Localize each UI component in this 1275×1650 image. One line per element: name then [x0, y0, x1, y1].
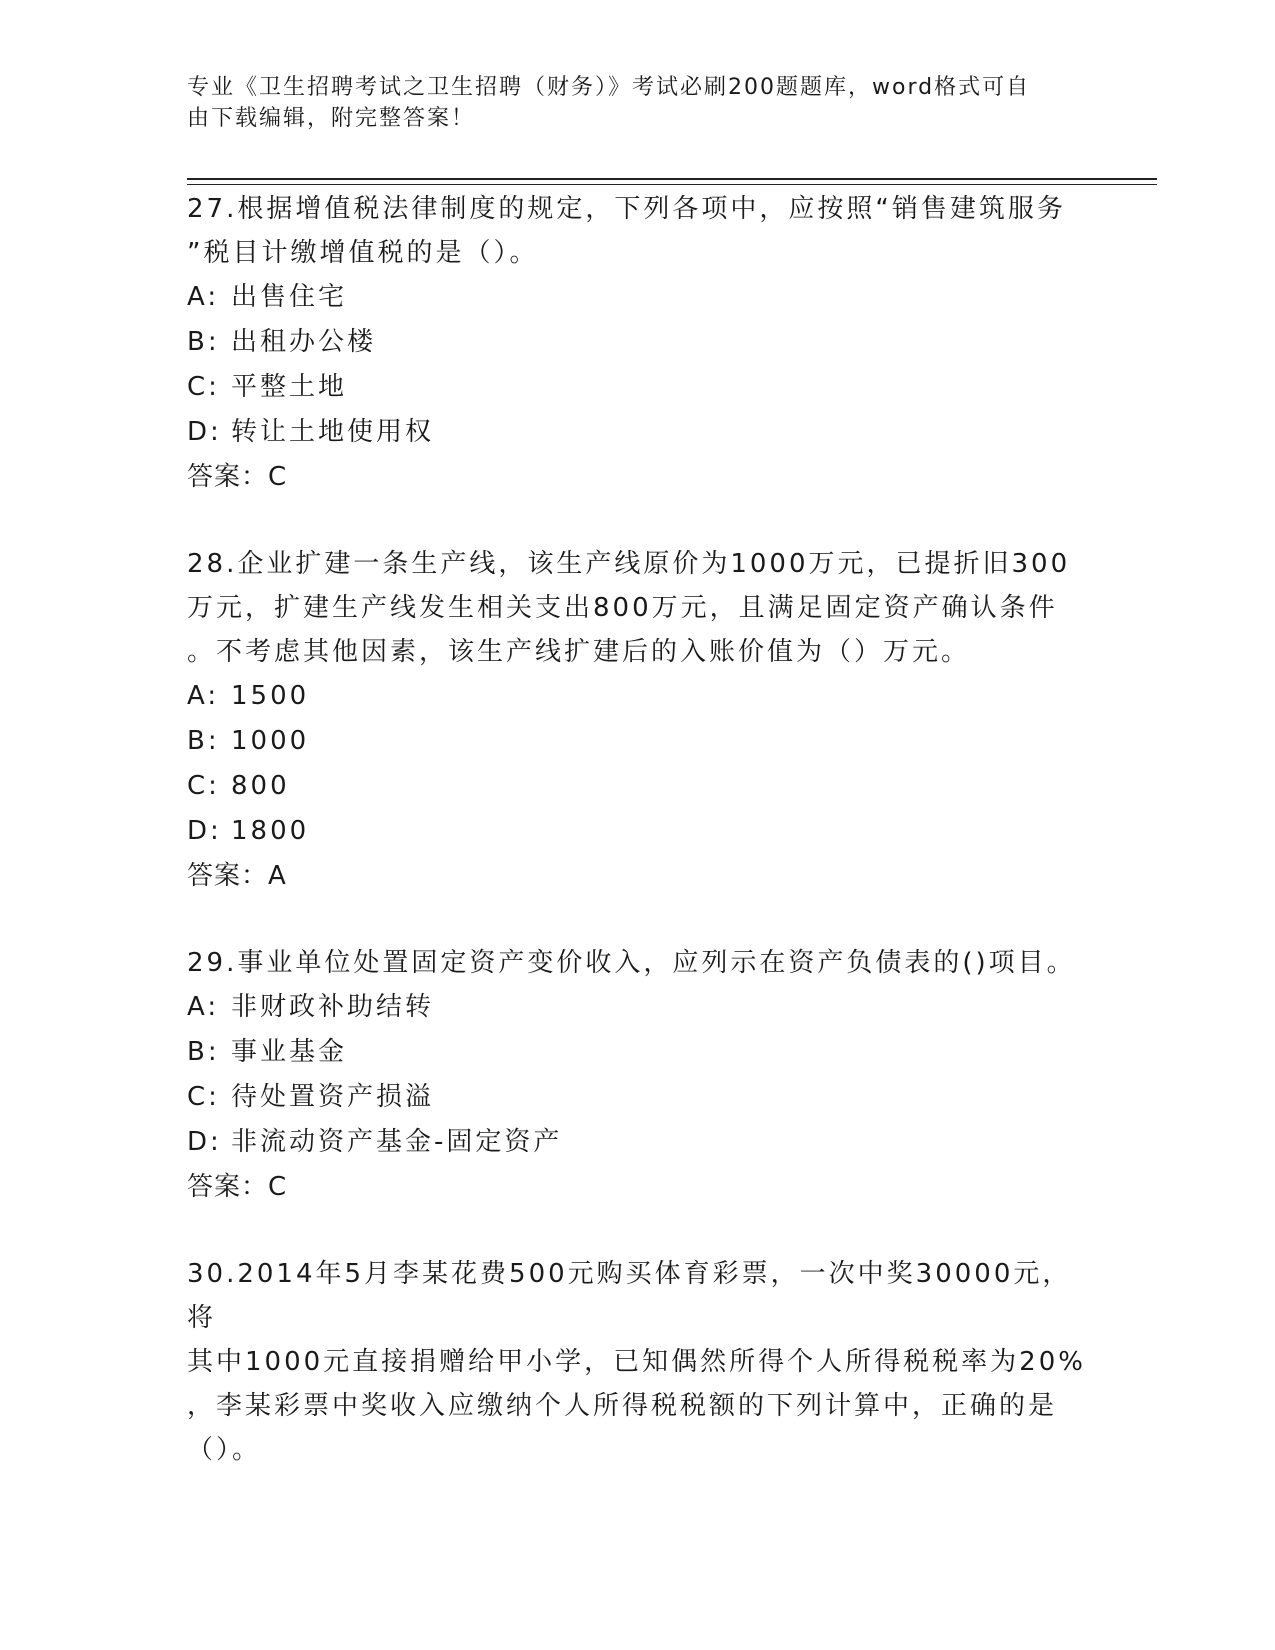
option-text: 1500 [231, 681, 310, 711]
answer-key: 答案：C [187, 462, 288, 492]
option-text: 非流动资产基金-固定资产 [231, 1127, 563, 1157]
option-label: B: [187, 327, 220, 357]
option-label: D: [187, 816, 222, 846]
answer-option [187, 674, 1087, 719]
answer-option [187, 1075, 1087, 1120]
option-text: 出租办公楼 [231, 327, 377, 357]
option-label: C: [187, 1082, 220, 1112]
answer-option [187, 985, 1087, 1030]
question-item [187, 542, 1087, 899]
question-item [187, 941, 1087, 1210]
document-header [187, 72, 1067, 134]
option-label: B: [187, 726, 220, 756]
option-text: 待处置资产损溢 [231, 1082, 435, 1112]
option-text: 800 [231, 771, 290, 801]
option-text: 出售住宅 [231, 282, 348, 312]
option-label: A: [187, 282, 220, 312]
option-label: D: [187, 1127, 222, 1157]
question-stem-line: 。不考虑其他因素，该生产线扩建后的入账价值为（）万元。 [187, 637, 971, 667]
question-stem-line: 30.2014年5月李某花费500元购买体育彩票，一次中奖30000元，将 [187, 1259, 1072, 1333]
option-text: 1000 [231, 726, 310, 756]
header-divider-thin [187, 184, 1157, 185]
option-text: 1800 [231, 816, 310, 846]
answer-option [187, 320, 1087, 365]
question-stem-line: 27.根据增值税法律制度的规定，下列各项中，应按照“销售建筑服务 [187, 194, 1066, 224]
header-line-2: 由下载编辑，附完整答案！ [187, 106, 476, 131]
question-item [187, 187, 1087, 500]
answer-option [187, 275, 1087, 320]
option-label: D: [187, 417, 222, 447]
question-stem-line: 万元，扩建生产线发生相关支出800万元，且满足固定资产确认条件 [187, 593, 1058, 623]
answer-option [187, 365, 1087, 410]
answer-option [187, 764, 1087, 809]
question-item [187, 1252, 1087, 1472]
question-stem-line: 28.企业扩建一条生产线，该生产线原价为1000万元，已提折旧300 [187, 549, 1071, 579]
answer-option [187, 1120, 1087, 1165]
option-label: C: [187, 771, 220, 801]
question-stem-line: （）。 [187, 1435, 262, 1465]
option-text: 事业基金 [231, 1037, 348, 1067]
option-label: A: [187, 681, 220, 711]
question-stem-line: ”税目计缴增值税的是（）。 [187, 238, 539, 268]
answer-option [187, 410, 1087, 455]
option-text: 平整土地 [231, 372, 348, 402]
answer-option [187, 1030, 1087, 1075]
option-label: C: [187, 372, 220, 402]
option-text: 转让土地使用权 [231, 417, 435, 447]
question-stem-line: 其中1000元直接捐赠给甲小学，已知偶然所得个人所得税税率为20% [187, 1347, 1086, 1377]
option-text: 非财政补助结转 [231, 992, 435, 1022]
question-stem-line: ，李某彩票中奖收入应缴纳个人所得税税额的下列计算中，正确的是 [187, 1391, 1058, 1421]
header-line-1: 专业《卫生招聘考试之卫生招聘（财务）》考试必刷200题题库，word格式可自 [187, 75, 1031, 100]
answer-key: 答案：C [187, 1172, 288, 1202]
answer-option [187, 809, 1087, 854]
answer-key: 答案：A [187, 861, 287, 891]
answer-option [187, 719, 1087, 764]
header-divider-thick [187, 178, 1157, 180]
question-list [187, 187, 1087, 1514]
question-stem-line: 29.事业单位处置固定资产变价收入，应列示在资产负债表的()项目。 [187, 948, 1076, 978]
option-label: A: [187, 992, 220, 1022]
option-label: B: [187, 1037, 220, 1067]
